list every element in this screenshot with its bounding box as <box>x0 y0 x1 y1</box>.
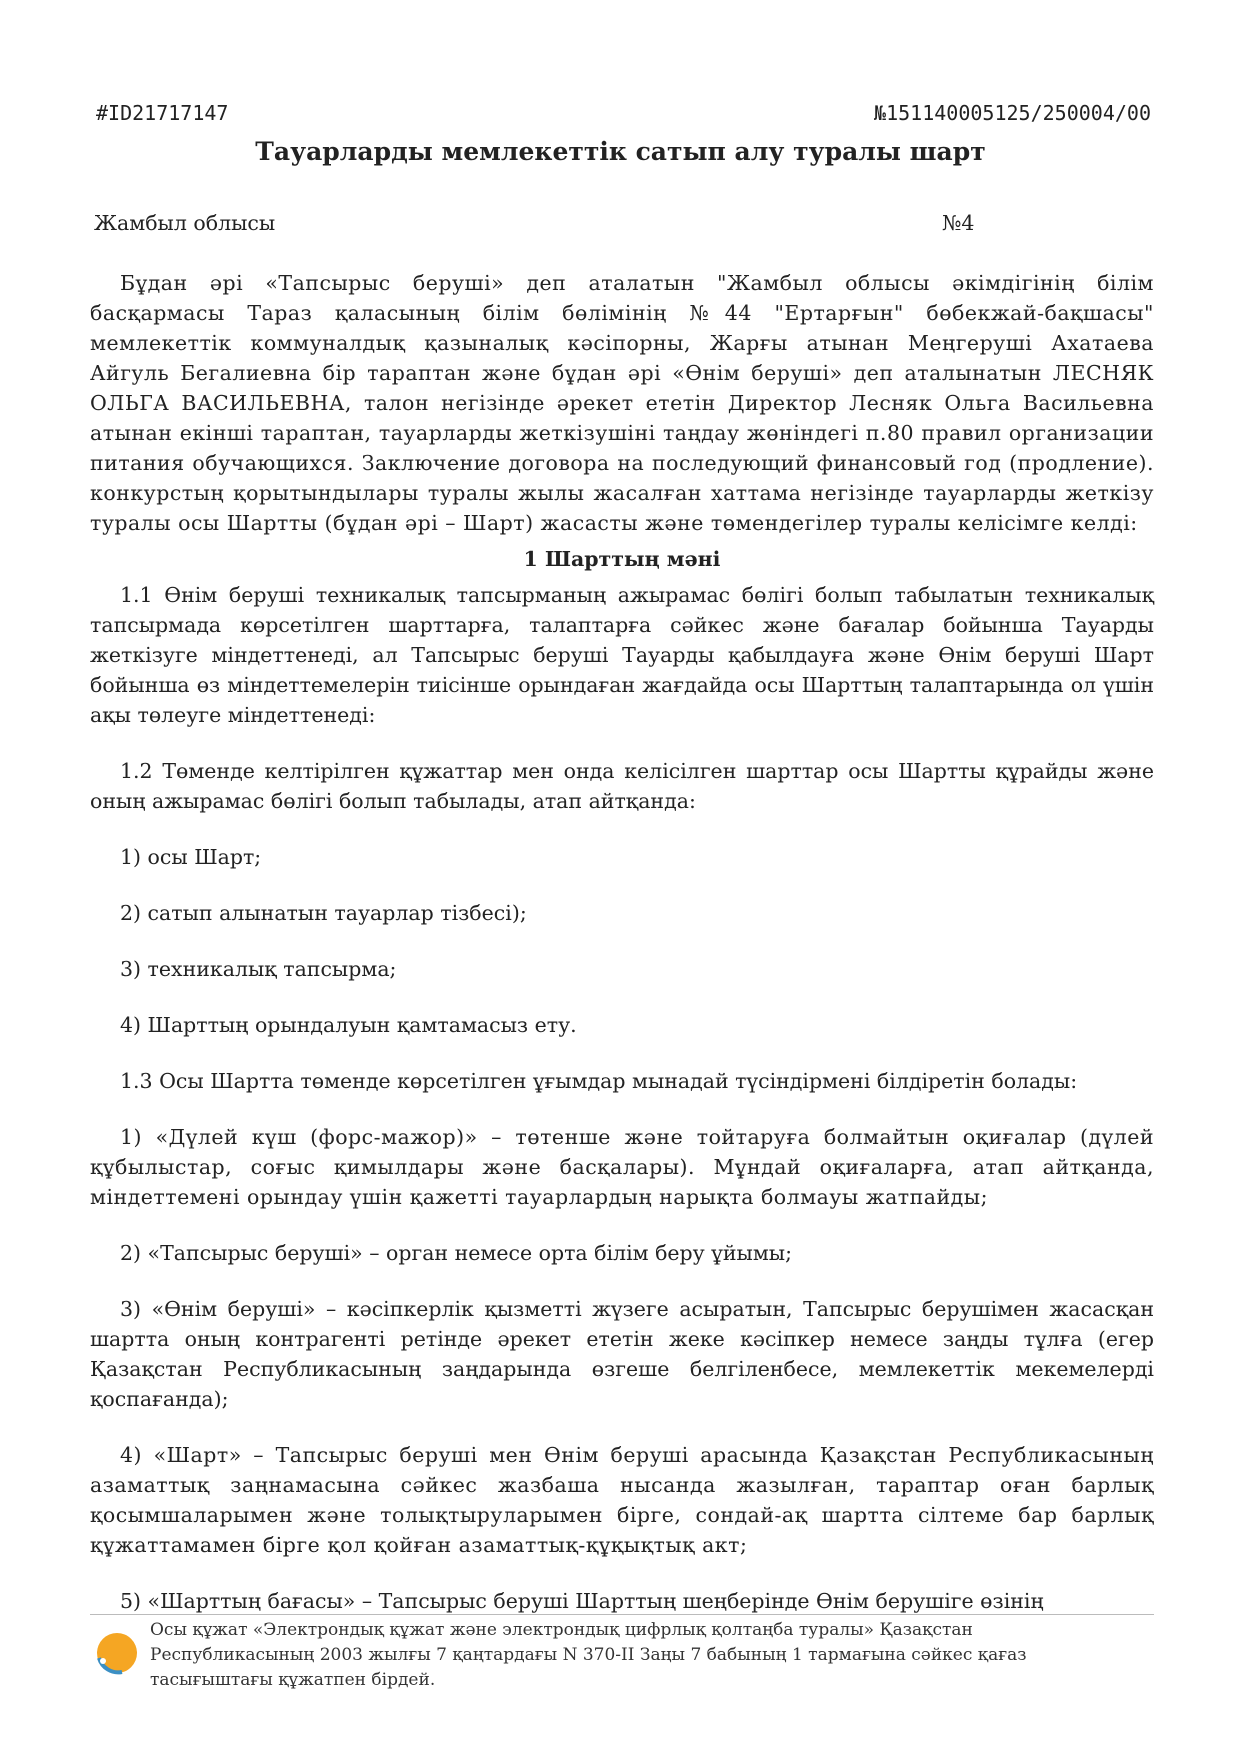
intro-paragraph: Бұдан әрі «Тапсырыс беруші» деп аталатын "Жамбыл облысы әкімдігінің білім басқармасы Тараз қаласының білім бөлімінің №44 "Ертарғын" бөбекжай-бақшасы" мемлекеттік коммуналдық қазыналық кәсіпорны, Жарғы атынан Меңгеруші Ахатаева Айгуль Бегалиевна бір тараптан және бұдан әрі «Өнім беруші» деп аталынатын ЛЕСНЯК ОЛЬГА ВАСИЛЬЕВНА, талон негізінде әрекет ететін Директор Лесняк Ольга Васильевна атынан екінші тараптан, тауарларды жеткізушіні таңдау жөніндегі п.80 правил организации питания обучающихся. Заключение договора на последующий финансовый год (продление). конкурстың қорытындылары туралы жылы жасалған хаттама негізінде тауарларды жеткізу туралы осы Шартты (бұдан әрі – Шарт) жасасты және төмендегілер туралы келісімге келді: <box>90 271 1154 535</box>
document-id: #ID21717147 <box>96 101 229 125</box>
contract-number: №4 <box>942 211 975 235</box>
document-number: №151140005125/250004/00 <box>874 101 1151 125</box>
definition-item: 4) «Шарт» – Тапсырыс беруші мен Өнім беруші арасында Қазақстан Республикасының азаматтық заңнамасына сәйкес жазбаша нысанда жазылған, тараптар оған барлық қосымшаларымен және толықтыруларымен бірге, сондай-ақ шартта сілтеме бар барлық құжаттамамен бірге қол қойған азаматтық-құқықтық акт; <box>90 1443 1154 1557</box>
paragraph-1-2: 1.2 Төменде келтірілген құжаттар мен онда келісілген шарттар осы Шартты құрайды және оның ажырамас бөлігі болып табылады, атап айтқанда: <box>90 759 1154 813</box>
definition-item: 2) «Тапсырыс беруші» – орган немесе орта білім беру ұйымы; <box>120 1241 792 1265</box>
list-item: 1) осы Шарт; <box>120 845 262 869</box>
footer-legal-note: Осы құжат «Электрондық құжат және электрондық цифрлық қолтаңба туралы» Қазақстан Республикасының 2003 жылғы 7 қаңтардағы N 370-II Заңы 7 бабының 1 тармағына сәйкес қағаз тасығыштағы құжатпен бірдей. <box>150 1620 1027 1690</box>
list-item: 2) сатып алынатын тауарлар тізбесі); <box>120 901 527 925</box>
section-title: 1 Шарттың мәні <box>523 547 721 571</box>
list-item: 4) Шарттың орындалуын қамтамасыз ету. <box>120 1013 577 1037</box>
region-label: Жамбыл облысы <box>94 211 276 235</box>
egov-logo-icon <box>92 1628 142 1678</box>
definition-item: 5) «Шарттың бағасы» – Тапсырыс беруші Шарттың шеңберінде Өнім берушіге өзінің <box>120 1589 1044 1613</box>
list-item: 3) техникалық тапсырма; <box>120 957 397 981</box>
paragraph-1-1: 1.1 Өнім беруші техникалық тапсырманың ажырамас бөлігі болып табылатын техникалық тапсырмада көрсетілген шарттарға, талаптарға сәйкес және бағалар бойынша Тауарды жеткізуге міндеттенеді, ал Тапсырыс беруші Тауарды қабылдауға және Өнім беруші Шарт бойынша өз міндеттемелерін тиісінше орындаған жағдайда осы Шарттың талаптарында ол үшін ақы төлеуге міндеттенеді: <box>90 583 1154 727</box>
paragraph-1-3: 1.3 Осы Шартта төменде көрсетілген ұғымдар мынадай түсіндірмені білдіретін болады: <box>120 1069 1078 1093</box>
definition-item: 3) «Өнім беруші» – кәсіпкерлік қызметті жүзеге асыратын, Тапсырыс берушімен жасасқан шартта оның контрагенті ретінде әрекет ететін жеке кәсіпкер немесе заңды тұлға (егер Қазақстан Республикасының заңдарында өзгеше белгіленбесе, мемлекеттік мекемелерді қоспағанда); <box>90 1297 1154 1411</box>
document-body <box>90 268 1154 1616</box>
definition-item: 1) «Дүлей күш (форс-мажор)» – төтенше және тойтаруға болмайтын оқиғалар (дүлей құбылыстар, соғыс қимылдары және басқалары). Мұндай оқиғаларға, атап айтқанда, міндеттемені орындау үшін қажетті тауарлардың нарықта болмауы жатпайды; <box>90 1125 1154 1209</box>
footer-divider <box>90 1614 1154 1615</box>
document-title: Тауарларды мемлекеттік сатып алу туралы шарт <box>255 137 986 166</box>
